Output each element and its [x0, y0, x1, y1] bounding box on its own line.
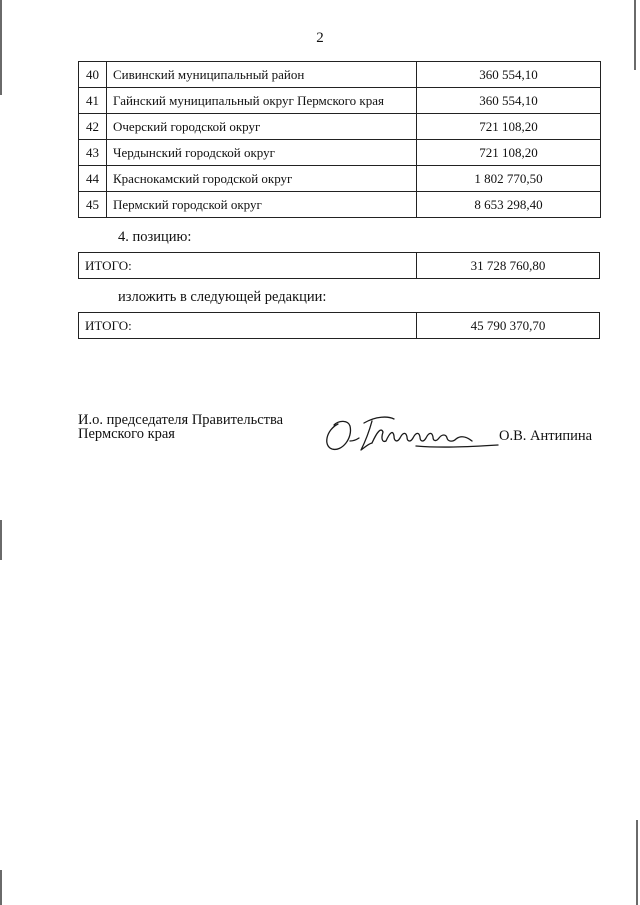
- new-total-sum: 45 790 370,70: [417, 313, 600, 339]
- table-row: [79, 166, 601, 192]
- signatory-title-line1: И.о. председателя Правительства: [78, 412, 284, 428]
- municipality-name: Гайнский муниципальный округ Пермского края: [107, 88, 417, 114]
- table-row: [79, 114, 601, 140]
- distribution-table-body: [79, 62, 601, 218]
- row-number: 43: [79, 140, 107, 166]
- row-number: 44: [79, 166, 107, 192]
- municipality-name: Чердынский городской округ: [107, 140, 417, 166]
- signatory-title: [78, 413, 283, 441]
- scan-edge-mark: [0, 0, 2, 95]
- distribution-table: [78, 61, 601, 218]
- signatory-name: О.В. Антипина: [499, 428, 593, 444]
- table-row: [79, 62, 601, 88]
- row-amount: 8 653 298,40: [417, 192, 601, 218]
- old-total-sum: 31 728 760,80: [417, 253, 600, 279]
- row-number: 41: [79, 88, 107, 114]
- municipality-name: Краснокамский городской округ: [107, 166, 417, 192]
- row-number: 40: [79, 62, 107, 88]
- new-total-row: [79, 313, 600, 339]
- row-number: 45: [79, 192, 107, 218]
- old-total-table: [78, 252, 600, 279]
- row-amount: 721 108,20: [417, 140, 601, 166]
- municipality-name: Пермский городской округ: [107, 192, 417, 218]
- scan-edge-mark: [0, 870, 2, 905]
- row-amount: 360 554,10: [417, 62, 601, 88]
- row-number: 42: [79, 114, 107, 140]
- row-amount: 360 554,10: [417, 88, 601, 114]
- row-amount: 721 108,20: [417, 114, 601, 140]
- municipality-name: Очерский городской округ: [107, 114, 417, 140]
- new-total-table: [78, 312, 600, 339]
- table-row: [79, 140, 601, 166]
- table-row: [79, 88, 601, 114]
- row-amount: 1 802 770,50: [417, 166, 601, 192]
- scan-edge-mark: [636, 820, 638, 905]
- old-total-row: [79, 253, 600, 279]
- scan-edge-mark: [0, 520, 2, 560]
- table-row: [79, 192, 601, 218]
- old-total-label: ИТОГО:: [79, 253, 417, 279]
- replace-phrase: изложить в следующей редакции:: [118, 289, 327, 305]
- signatory-title-line2: Пермского края: [78, 426, 175, 442]
- handwritten-signature: [320, 410, 500, 460]
- item-heading: 4. позицию:: [118, 229, 192, 245]
- new-total-label: ИТОГО:: [79, 313, 417, 339]
- page-number: 2: [316, 30, 324, 46]
- municipality-name: Сивинский муниципальный район: [107, 62, 417, 88]
